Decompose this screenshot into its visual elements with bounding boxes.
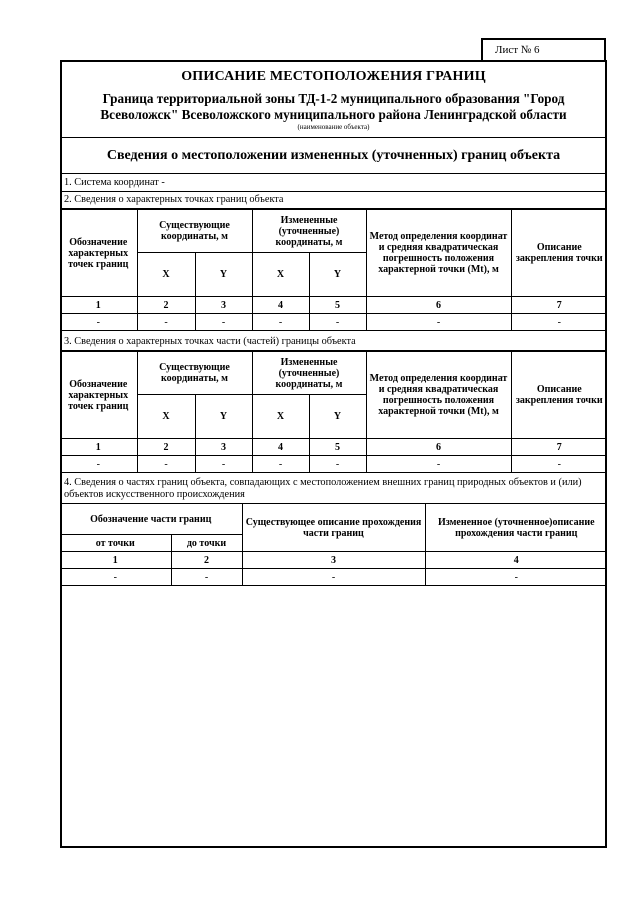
column-number: 5 — [309, 439, 366, 456]
column-number: 5 — [309, 297, 366, 314]
table-cell: - — [60, 456, 137, 473]
table-cell: - — [252, 456, 309, 473]
document-title: ОПИСАНИЕ МЕСТОПОЛОЖЕНИЯ ГРАНИЦ — [181, 69, 486, 84]
col-changed-description-header: Измененное (уточненное)описание прохождения части границ — [425, 504, 607, 552]
table-cell: - — [366, 456, 511, 473]
table-cell: - — [137, 456, 195, 473]
col-changed-header: Измененные (уточненные) координаты, м — [252, 210, 366, 253]
col-existing-header: Существующие координаты, м — [137, 352, 252, 395]
col-method-header: Метод определения координат и средняя квадратическая погрешность положения характерной точки (Mt), м — [366, 352, 511, 439]
column-number: 7 — [511, 439, 607, 456]
col-existing-x: X — [137, 395, 195, 439]
table-cell: - — [366, 314, 511, 331]
col-to-point: до точки — [171, 535, 242, 552]
table-row — [60, 314, 607, 331]
column-number: 1 — [60, 297, 137, 314]
section-4-title: 4. Сведения о частях границ объекта, совпадающих с местоположением внешних границ природных объектов и (или) объектов искусственного происхождения — [64, 477, 582, 500]
col-method-header: Метод определения координат и средняя квадратическая погрешность положения характерной точки (Mt), м — [366, 210, 511, 297]
object-name-caption: (наименование объекта) — [297, 123, 370, 131]
table-cell: - — [195, 456, 252, 473]
col-changed-header: Измененные (уточненные) координаты, м — [252, 352, 366, 395]
column-number: 1 — [60, 439, 137, 456]
coordinate-system-line: 1. Система координат - — [62, 175, 605, 192]
table-cell: - — [242, 569, 425, 586]
col-changed-y: Y — [309, 395, 366, 439]
col-existing-y: Y — [195, 253, 252, 297]
section-4-table — [60, 503, 607, 586]
table-cell: - — [60, 569, 171, 586]
table-cell: - — [309, 456, 366, 473]
table-row — [60, 569, 607, 586]
table-cell: - — [252, 314, 309, 331]
section-3-table — [60, 351, 607, 473]
column-number: 2 — [171, 552, 242, 569]
col-description-header: Описание закрепления точки — [511, 210, 607, 297]
table-cell: - — [171, 569, 242, 586]
table-cell: - — [511, 456, 607, 473]
column-number: 6 — [366, 439, 511, 456]
column-number: 3 — [242, 552, 425, 569]
col-changed-x: X — [252, 395, 309, 439]
column-number: 2 — [137, 297, 195, 314]
section-2-title: 2. Сведения о характерных точках границ объекта — [62, 192, 605, 209]
column-number: 4 — [252, 439, 309, 456]
col-description-header: Описание закрепления точки — [511, 352, 607, 439]
col-changed-x: X — [252, 253, 309, 297]
column-number: 1 — [60, 552, 171, 569]
col-from-point: от точки — [60, 535, 171, 552]
sheet-number-label: Лист № 6 — [481, 38, 606, 60]
col-designation-header: Обозначение характерных точек границ — [60, 210, 137, 297]
table-cell: - — [309, 314, 366, 331]
table-cell: - — [425, 569, 607, 586]
column-number: 6 — [366, 297, 511, 314]
column-number: 2 — [137, 439, 195, 456]
table-cell: - — [511, 314, 607, 331]
table-cell: - — [60, 314, 137, 331]
table-row — [60, 456, 607, 473]
document-header — [60, 60, 607, 138]
section-2-table — [60, 209, 607, 331]
column-number: 4 — [425, 552, 607, 569]
col-existing-x: X — [137, 253, 195, 297]
col-existing-y: Y — [195, 395, 252, 439]
object-name: Граница территориальной зоны ТД-1-2 муниципального образования "Город Всеволожск" Всеволожского муниципального района Ленинградской области — [100, 91, 567, 122]
section-title: Сведения о местоположении измененных (уточненных) границ объекта — [60, 138, 607, 174]
table-cell: - — [137, 314, 195, 331]
col-designation-header: Обозначение характерных точек границ — [60, 352, 137, 439]
col-parts-header: Обозначение части границ — [60, 504, 242, 535]
column-number: 4 — [252, 297, 309, 314]
section-3-title: 3. Сведения о характерных точках части (частей) границы объекта — [62, 334, 605, 351]
table-cell: - — [195, 314, 252, 331]
column-number: 7 — [511, 297, 607, 314]
column-number: 3 — [195, 439, 252, 456]
col-existing-header: Существующие координаты, м — [137, 210, 252, 253]
col-existing-description-header: Существующее описание прохождения части границ — [242, 504, 425, 552]
column-number: 3 — [195, 297, 252, 314]
col-changed-y: Y — [309, 253, 366, 297]
